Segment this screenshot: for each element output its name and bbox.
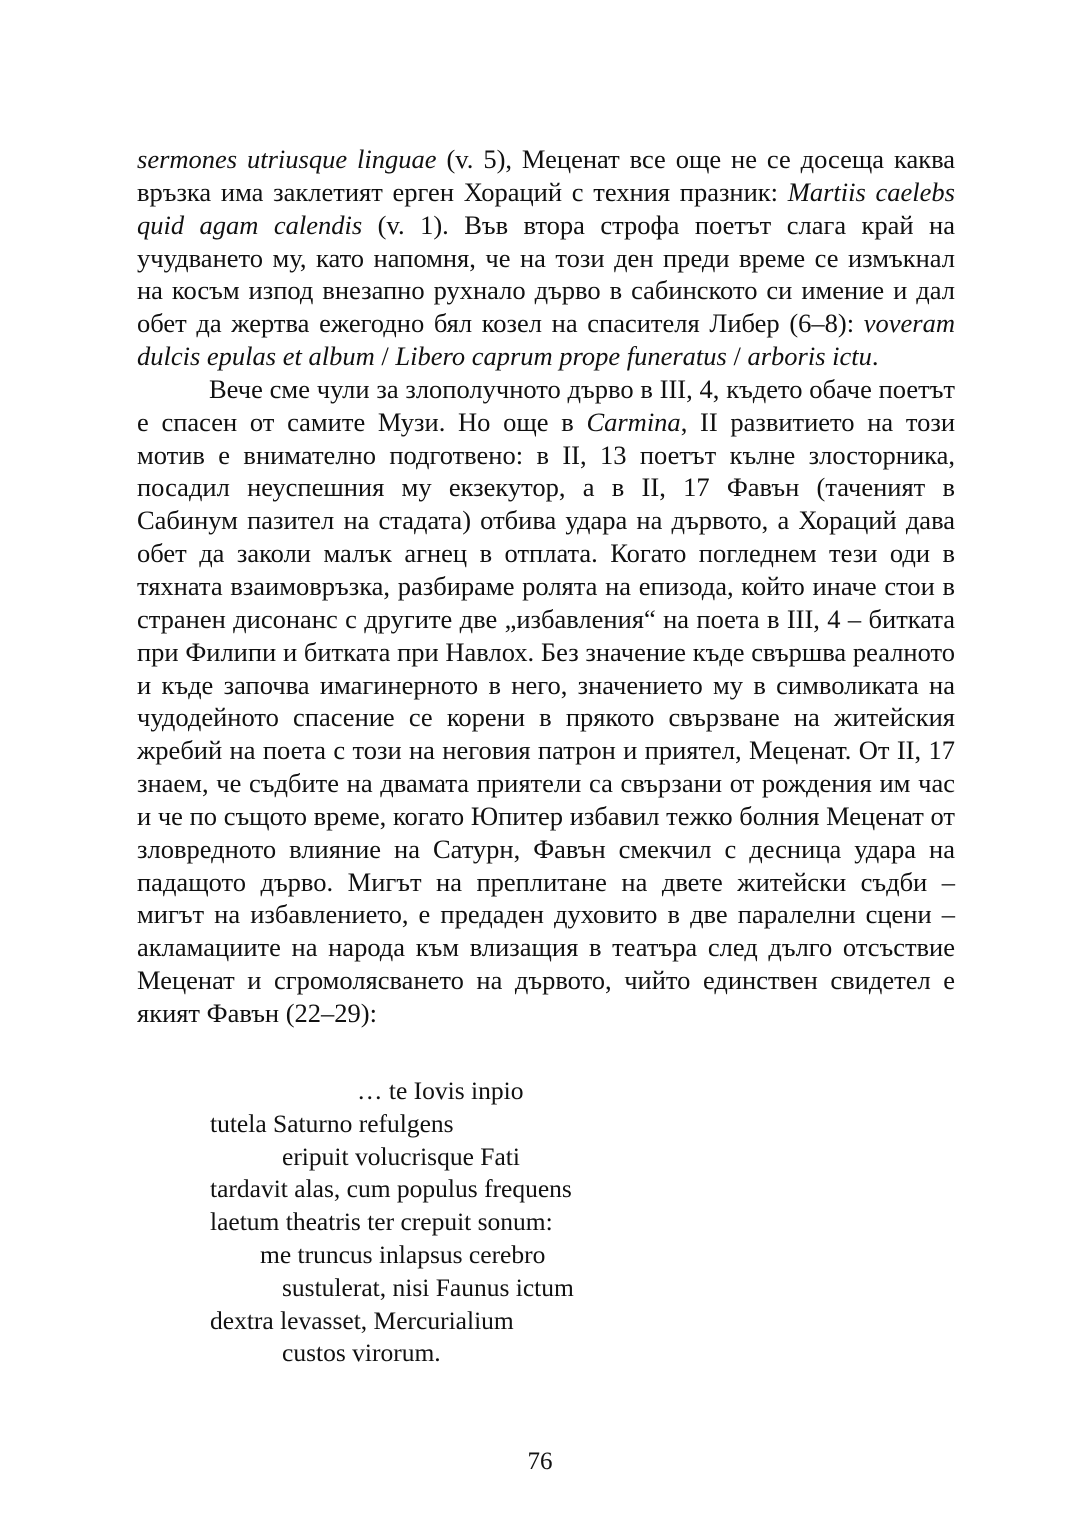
verse-line: dextra levasset, Mercurialium [210,1305,514,1335]
verse-line: tutela Saturno refulgens [210,1108,454,1138]
paragraph-text: (v. 5), Меценат все още не се досеща каква връзка има заклетият ерген Хораций с техния празник: [137,144,956,207]
verse-line: … te Iovis inpio [357,1076,524,1105]
latin-phrase: arboris ictu [747,341,872,372]
paragraph-1 [137,143,955,373]
latin-phrase: voveram dulcis epulas et album [137,308,955,372]
body-text [137,143,955,1030]
verse-line: tardavit alas, cum populus frequens [210,1174,572,1204]
page-number: 76 [527,1448,553,1475]
latin-phrase: sermones utriusque linguae [137,144,437,174]
verse-line: me truncus inlapsus cerebro [260,1239,546,1269]
paragraph-text: / [374,341,396,372]
paragraph-text: / [726,341,748,372]
latin-phrase: Martiis caelebs quid agam calendis [137,176,955,240]
verse-line: sustulerat, nisi Faunus ictum [282,1272,574,1302]
paragraph-text: , II развитието на този мотив е внимателно подготвено: в II, 13 поетът кълне злосторника, посадил неуспешния му екзекутор, а в II, 17 Фавън (таченият в Сабинум пазител на стадата) отбива удара на дървото, а Хораций дава обет да заколи малък агнец в отплата. Когато погледнем тези оди в тяхната взаимовръзка, разбираме ролята на епизода, който иначе стои в странен дисонанс с другите две „избавления“ на поета в III, 4 – битката при Филипи и битката при Навлох. Без значение къде свършва реалното и къде започва имагинерното в него, значението му в символиката на чудодейното спасение се корени в прякото свързване на житейския жребий на поета с този на неговия патрон и приятел, Меценат. От II, 17 знаем, че съдбите на двамата приятели са свързани от рождения им час и че по същото време, когато Юпитер избавил тежко болния Меценат от зловредното влияние на Сатурн, Фавън смекчил с десница удара на падащото дърво. Мигът на преплитане на двете житейски съдби – мигът на избавлението, е предаден духовито в две паралелни сцени – акламациите на народа към влизащия в театъра след дълго отсъствие Меценат и сгромолясването на дървото, чийто единствен свидетел е якият Фавън (22–29): [137,406,955,1028]
verse-line: eripuit volucrisque Fati [282,1141,520,1171]
verse-line: laetum theatris ter crepuit sonum: [210,1207,553,1237]
paragraph-text: . [871,341,879,372]
latin-verse-quote [0,1075,1080,1370]
latin-phrase: Carmina [586,406,681,437]
latin-phrase: Libero caprum prope funeratus [395,341,727,372]
verse-line: custos virorum. [282,1338,441,1368]
paragraph-2 [137,373,955,1030]
paragraph-text: (v. 1). Във втора строфа поетът слага край на учудването му, като напомня, че на този ден преди време се измъкнал на косъм изпод внезапно рухнало дърво в сабинското си имение и дал обет да жертва ежегодно бял козел на спасителя Либер (6–8): [137,209,955,339]
paragraph-text: Вече сме чули за злополучното дърво в III, 4, където обаче поетът е спасен от самите Музи. Но още в [137,373,955,437]
